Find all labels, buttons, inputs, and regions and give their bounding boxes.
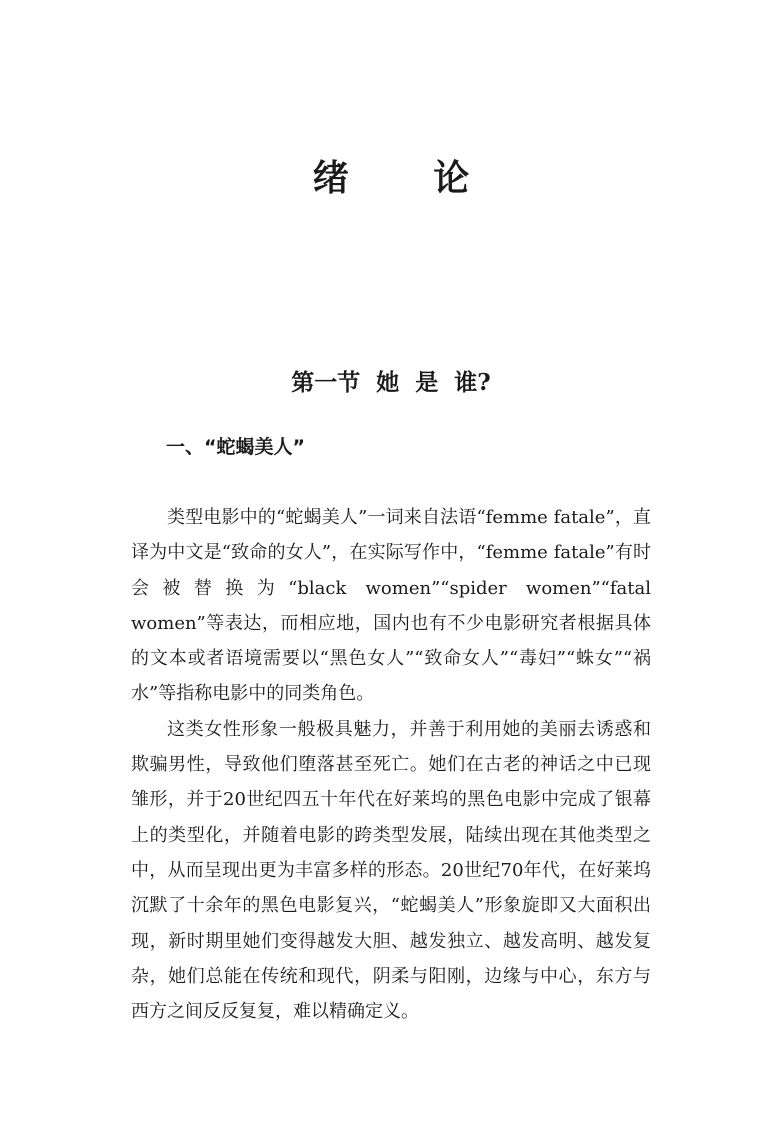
chapter-title: 绪 论 bbox=[312, 157, 506, 199]
paragraph-1: 类型电影中的“蛇蝎美人”一词来自法语“femme fatale”，直译为中文是“致命的女人”，在实际写作中，“femme fatale”有时会被替换为“black women”“spider women”“fatal women”等表达，而相应地，国内也有不少电影研究者根据具体的文本或者语境需要以“黑色女人”“致命女人”“毒妇”“蛛女”“祸水”等指称电影中的同类角色。 bbox=[131, 507, 651, 705]
sub-heading: 一、“蛇蝎美人” bbox=[166, 436, 305, 458]
body-text bbox=[131, 500, 651, 1029]
section-title: 第一节 她 是 谁? bbox=[291, 369, 491, 396]
paragraph-2: 这类女性形象一般极具魅力，并善于利用她的美丽去诱惑和欺骗男性，导致他们堕落甚至死亡。她们在古老的神话之中已现雏形，并于20世纪四五十年代在好莱坞的黑色电影中完成了银幕上的类型化，并随着电影的跨类型发展，陆续出现在其他类型之中，从而呈现出更为丰富多样的形态。20世纪70年代，在好莱坞沉默了十余年的黑色电影复兴，“蛇蝎美人”形象旋即又大面积出现，新时期里她们变得越发大胆、越发独立、越发高明、越发复杂，她们总能在传统和现代，阴柔与阳刚，边缘与中心，东方与西方之间反反复复，难以精确定义。 bbox=[131, 718, 651, 1023]
